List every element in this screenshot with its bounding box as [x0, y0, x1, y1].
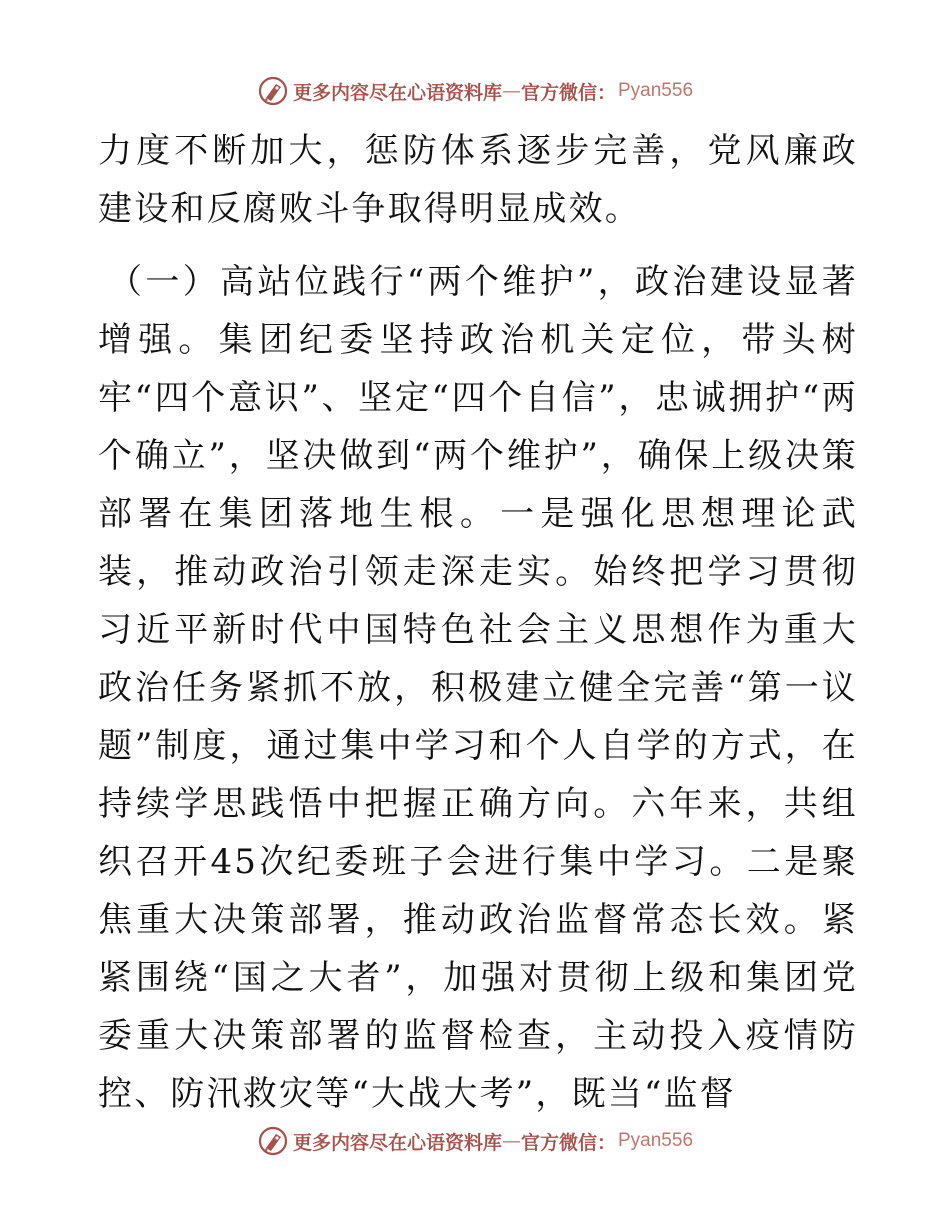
watermark-brand: 更多内容尽在心语资料库 [292, 81, 502, 104]
footer-watermark [0, 1121, 950, 1161]
header-watermark [0, 71, 950, 111]
document-body [98, 122, 858, 1123]
watermark-brand: 更多内容尽在心语资料库 [292, 1131, 502, 1154]
watermark-separator: — [501, 80, 521, 102]
pen-nib-seal-icon [257, 75, 289, 107]
watermark-separator: — [501, 1130, 521, 1152]
watermark-official-label: 官方微信： [520, 81, 616, 104]
watermark-handle: Pyan556 [618, 1130, 694, 1151]
paragraph-section-one: （一）高站位践行“两个维护”，政治建设显著增强。集团纪委坚持政治机关定位，带头树牢“四个意识”、坚定“四个自信”，忠诚拥护“两个确立”，坚决做到“两个维护”，确保上级决策部署在集团落地生根。一是强化思想理论武装，推动政治引领走深走实。始终把学习贯彻习近平新时代中国特色社会主义思想作为重大政治任务紧抓不放，积极建立健全完善“第一议题”制度，通过集中学习和个人自学的方式，在持续学思践悟中把握正确方向。六年来，共组织召开45次纪委班子会进行集中学习。二是聚焦重大决策部署，推动政治监督常态长效。紧紧围绕“国之大者”，加强对贯彻上级和集团党委重大决策部署的监督检查，主动投入疫情防控、防汛救灾等“大战大考”，既当“监督 [98, 262, 858, 1114]
watermark-official-label: 官方微信： [520, 1131, 616, 1154]
pen-nib-seal-icon [257, 1125, 289, 1157]
watermark-handle: Pyan556 [618, 80, 694, 101]
paragraph-continuation: 力度不断加大，惩防体系逐步完善，党风廉政建设和反腐败斗争取得明显成效。 [98, 131, 858, 229]
